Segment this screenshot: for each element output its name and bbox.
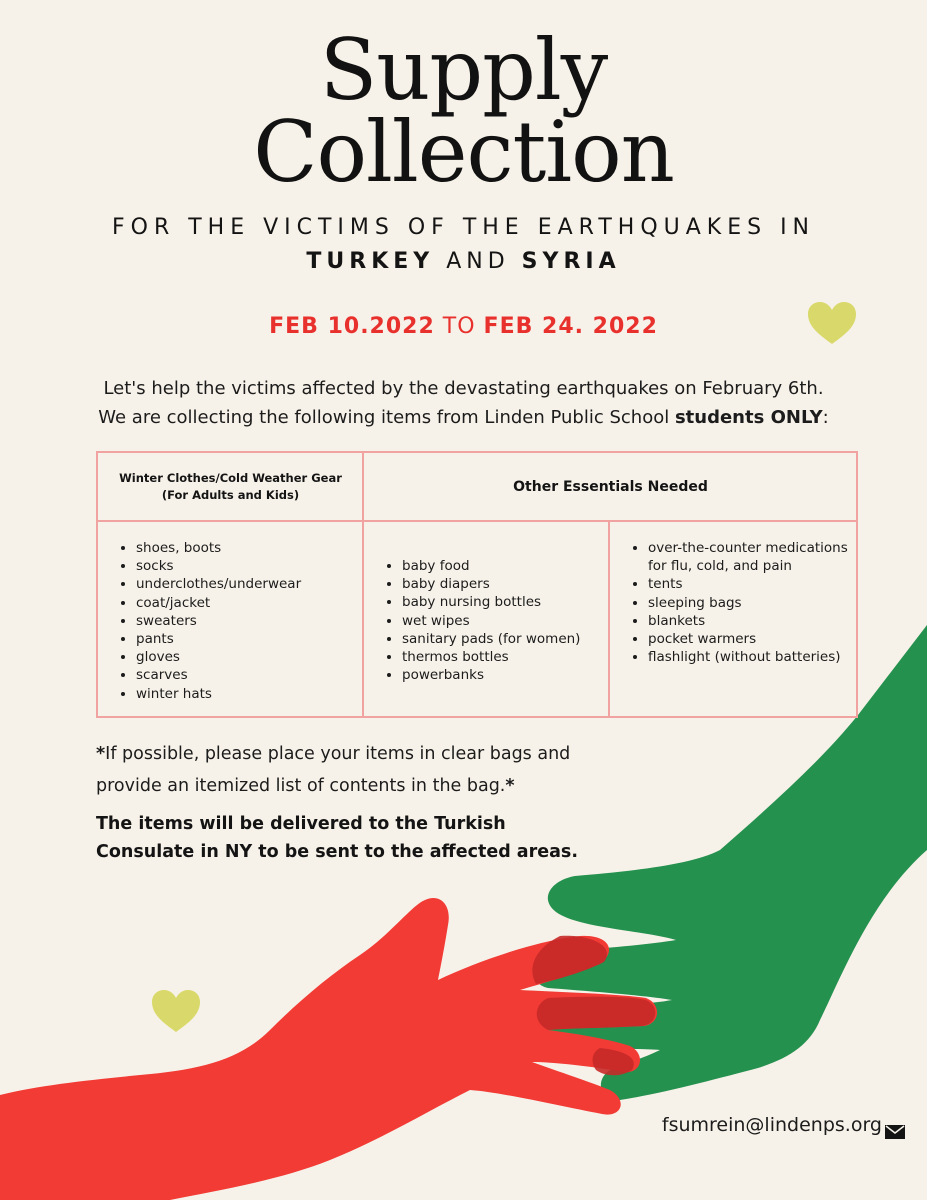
- subtitle-line1: FOR THE VICTIMS OF THE EARTHQUAKES IN: [111, 215, 816, 240]
- note-line2: provide an itemized list of contents in the bag.: [96, 776, 506, 796]
- list-item: • baby food: [402, 557, 632, 575]
- essentials-list-2: [626, 539, 868, 666]
- list-item: • wet wipes: [402, 612, 632, 630]
- list-item: • sleeping bags: [648, 594, 868, 612]
- table-header-winter-line1: Winter Clothes/Cold Weather Gear: [119, 470, 342, 485]
- note-asterisk: *: [505, 776, 515, 796]
- intro-line2: [40, 403, 887, 432]
- intro-line1: Let's help the victims affected by the devastating earthquakes on February 6th.: [103, 378, 824, 399]
- list-item: • socks: [136, 557, 376, 575]
- items-table: [96, 451, 858, 718]
- intro-colon: :: [822, 407, 829, 428]
- list-item: • blankets: [648, 612, 868, 630]
- intro-line2-text: We are collecting the following items from Linden Public School: [98, 407, 675, 428]
- delivery-note: [96, 810, 656, 866]
- envelope-icon: [885, 1124, 905, 1140]
- contact-email[interactable]: fsumrein@lindenps.org: [661, 1114, 882, 1136]
- winter-items-list: [114, 539, 376, 703]
- packing-note: [96, 738, 656, 802]
- red-hand: [0, 898, 657, 1200]
- list-item: • gloves: [136, 648, 376, 666]
- delivery-line2: Consulate in NY to be sent to the affected areas.: [96, 842, 578, 862]
- list-item: • underclothes/underwear: [136, 575, 376, 593]
- list-item: • baby nursing bottles: [402, 593, 632, 611]
- note-line1: If possible, please place your items in clear bags and: [105, 744, 571, 764]
- table-header-essentials: Other Essentials Needed: [513, 478, 708, 495]
- country-syria: SYRIA: [521, 249, 621, 274]
- heart-icon: [152, 990, 200, 1032]
- list-item: • pocket warmers: [648, 630, 868, 648]
- list-item: • shoes, boots: [136, 539, 376, 557]
- list-item: • powerbanks: [402, 666, 632, 684]
- list-item: • thermos bottles: [402, 648, 632, 666]
- table-divider: [98, 520, 856, 522]
- date-to: TO: [442, 314, 476, 339]
- table-header-winter: [98, 453, 363, 520]
- list-item: • winter hats: [136, 685, 376, 703]
- intro-text: [40, 374, 887, 432]
- list-item: • coat/jacket: [136, 594, 376, 612]
- page-title-line1: Supply: [319, 21, 608, 119]
- date-range: [0, 314, 927, 339]
- list-item: • sanitary pads (for women): [402, 630, 632, 648]
- end-date: FEB 24. 2022: [483, 314, 658, 339]
- delivery-line1: The items will be delivered to the Turkish: [96, 814, 506, 834]
- subtitle-and: AND: [446, 249, 510, 274]
- list-item: • flashlight (without batteries): [648, 648, 868, 666]
- page-title-line2: Collection: [253, 103, 674, 201]
- country-turkey: TURKEY: [306, 249, 435, 274]
- subtitle-line2: [0, 249, 927, 274]
- list-item: • pants: [136, 630, 376, 648]
- table-header-winter-line2: (For Adults and Kids): [161, 487, 300, 502]
- list-item: • sweaters: [136, 612, 376, 630]
- list-item: • over-the-counter medications for flu, cold, and pain: [648, 539, 868, 575]
- list-item: • scarves: [136, 666, 376, 684]
- note-asterisk: *: [96, 744, 106, 764]
- list-item: • baby diapers: [402, 575, 632, 593]
- start-date: FEB 10.2022: [269, 314, 435, 339]
- intro-emphasis: students ONLY: [674, 407, 823, 428]
- list-item: • tents: [648, 575, 868, 593]
- essentials-list-1: [380, 557, 632, 684]
